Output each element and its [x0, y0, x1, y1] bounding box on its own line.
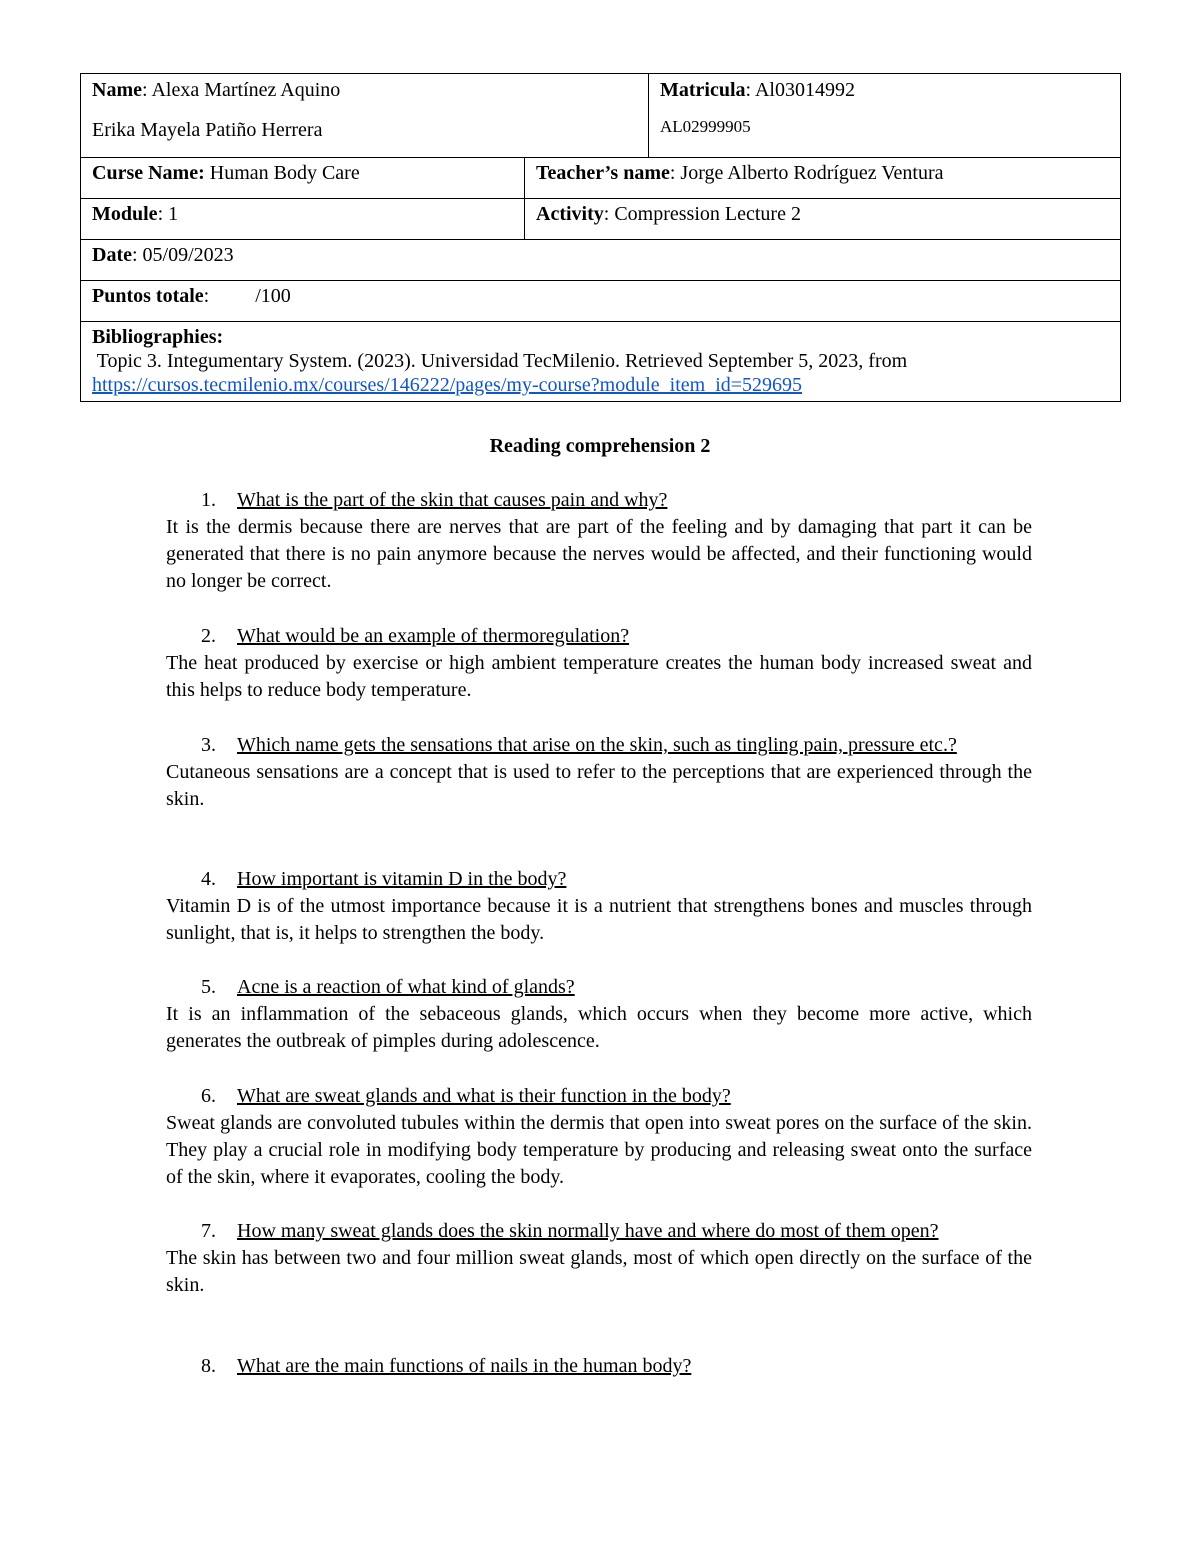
page-title: Reading comprehension 2	[489, 435, 711, 457]
matricula-1: Al03014992	[754, 79, 855, 101]
question-number: 8.	[201, 1355, 216, 1377]
activity-label: Activity	[536, 203, 604, 225]
question-text: What are the main functions of nails in the human body?	[237, 1355, 692, 1377]
answer-text: Cutaneous sensations are a concept that is used to refer to the perceptions that are experienced through the skin.	[166, 761, 1032, 810]
date-value: 05/09/2023	[142, 244, 234, 266]
question-text: What are sweat glands and what is their function in the body?	[237, 1085, 731, 1107]
question-text: What would be an example of thermoregulation?	[237, 625, 630, 647]
question-text: What is the part of the skin that causes pain and why?	[237, 489, 668, 511]
activity-value: Compression Lecture 2	[614, 203, 801, 225]
question-item	[166, 732, 1032, 813]
name-label: Name	[92, 79, 142, 101]
module-label: Module	[92, 203, 158, 225]
answer-text: The skin has between two and four million sweat glands, most of which open directly on the surface of the skin.	[166, 1247, 1032, 1296]
question-item	[166, 1083, 1032, 1191]
date-cell: Date: 05/09/2023	[81, 240, 1121, 281]
points-cell: Puntos totale: /100	[81, 281, 1121, 322]
answer-text: It is an inflammation of the sebaceous glands, which occurs when they become more active, which generates the outbreak of pimples during adolescence.	[166, 1003, 1032, 1052]
bibliography-link[interactable]: https://cursos.tecmilenio.mx/courses/146222/pages/my-course?module_item_id=529695	[92, 374, 803, 396]
question-text: How many sweat glands does the skin normally have and where do most of them open?	[237, 1220, 939, 1242]
date-label: Date	[92, 244, 132, 266]
answer-text: It is the dermis because there are nerves that are part of the feeling and by damaging that part it can be generated that there is no pain anymore because the nerves would be affected, and their functioning would no longer be correct.	[166, 516, 1032, 592]
course-value: Human Body Care	[209, 162, 360, 184]
question-number: 3.	[201, 734, 216, 756]
course-label: Curse Name:	[92, 162, 205, 184]
bibliography-cell	[81, 322, 1121, 402]
matricula-cell: Matricula: Al03014992 AL02999905	[649, 74, 1121, 158]
question-item	[166, 623, 1032, 704]
question-item	[166, 487, 1032, 595]
points-label: Puntos totale	[92, 285, 204, 307]
header-table	[80, 73, 1121, 402]
bibliography-text: Topic 3. Integumentary System. (2023). Universidad TecMilenio. Retrieved September 5, 2023, from	[92, 350, 908, 372]
answer-text: The heat produced by exercise or high ambient temperature creates the human body increased sweat and this helps to reduce body temperature.	[166, 652, 1032, 701]
question-number: 5.	[201, 976, 216, 998]
course-cell	[81, 158, 525, 199]
question-number: 6.	[201, 1085, 216, 1107]
question-text: How important is vitamin D in the body?	[237, 868, 567, 890]
module-cell: Module: 1	[81, 199, 525, 240]
teacher-label: Teacher’s name	[536, 162, 670, 184]
question-text: Acne is a reaction of what kind of glands?	[237, 976, 575, 998]
question-number: 1.	[201, 489, 216, 511]
matricula-2: AL02999905	[660, 117, 751, 136]
student-name-2: Erika Mayela Patiño Herrera	[92, 119, 323, 141]
question-item	[166, 974, 1032, 1055]
module-value: 1	[168, 203, 179, 225]
student-name-1: Alexa Martínez Aquino	[151, 79, 341, 101]
matricula-label: Matricula	[660, 79, 746, 101]
points-value: /100	[255, 285, 291, 307]
question-item	[166, 1353, 1032, 1380]
question-item	[166, 1218, 1032, 1299]
bibliography-label: Bibliographies:	[92, 326, 224, 348]
answer-text: Vitamin D is of the utmost importance because it is a nutrient that strengthens bones and muscles through sunlight, that is, it helps to strengthen the body.	[166, 895, 1032, 944]
question-text: Which name gets the sensations that arise on the skin, such as tingling pain, pressure etc.?	[237, 734, 957, 756]
answer-text: Sweat glands are convoluted tubules within the dermis that open into sweat pores on the surface of the skin. They play a crucial role in modifying body temperature by producing and releasing sweat onto the surface of the skin, where it evaporates, cooling the body.	[166, 1112, 1032, 1188]
question-number: 7.	[201, 1220, 216, 1242]
names-cell: Name: Alexa Martínez Aquino Erika Mayela Patiño Herrera	[81, 74, 649, 158]
activity-cell: Activity: Compression Lecture 2	[525, 199, 1121, 240]
question-number: 2.	[201, 625, 216, 647]
question-item	[166, 866, 1032, 947]
question-number: 4.	[201, 868, 216, 890]
teacher-value: Jorge Alberto Rodríguez Ventura	[680, 162, 944, 184]
teacher-cell: Teacher’s name: Jorge Alberto Rodríguez Ventura	[525, 158, 1121, 199]
